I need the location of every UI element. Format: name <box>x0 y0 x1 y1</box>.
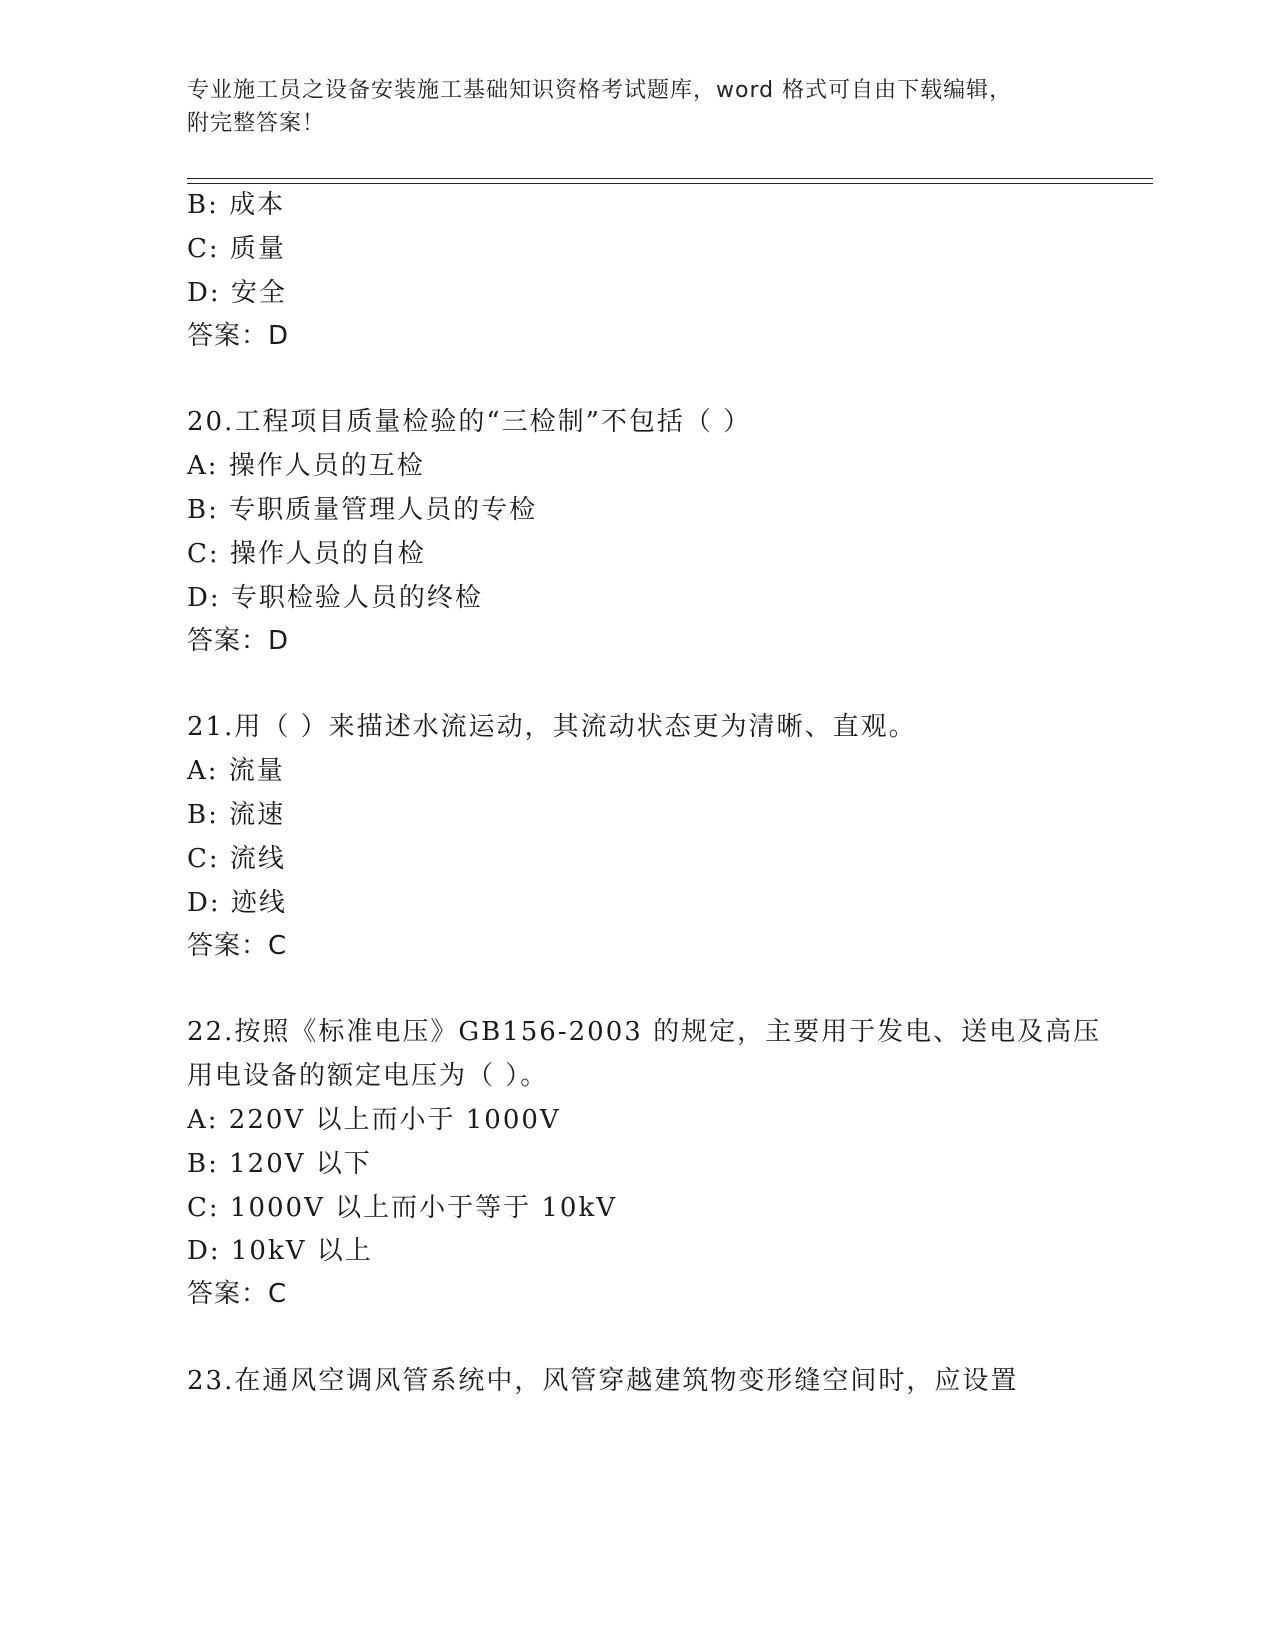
q20-option-c: C: 操作人员的自检 <box>187 539 426 569</box>
q23-stem: 23.在通风空调风管系统中，风管穿越建筑物变形缝空间时，应设置 <box>187 1366 1019 1396</box>
q20-answer: 答案：D <box>187 626 290 656</box>
header-line-1: 专业施工员之设备安装施工基础知识资格考试题库，word 格式可自由下载编辑， <box>187 78 1013 103</box>
q22-option-c: C: 1000V 以上而小于等于 10kV <box>187 1193 618 1223</box>
prev-option-d: D: 安全 <box>187 278 287 308</box>
q21-option-d: D: 迹线 <box>187 888 287 918</box>
q21-option-b: B: 流速 <box>187 800 286 830</box>
q22-answer: 答案：C <box>187 1279 288 1309</box>
q22-option-a: A: 220V 以上而小于 1000V <box>187 1105 561 1135</box>
q20-option-d: D: 专职检验人员的终检 <box>187 583 483 613</box>
q22-option-b: B: 120V 以下 <box>187 1149 372 1179</box>
header-rule-top <box>187 178 1153 179</box>
page-header <box>187 74 1067 140</box>
q21-option-c: C: 流线 <box>187 844 286 874</box>
q21-answer: 答案：C <box>187 931 288 961</box>
q20-option-a: A: 操作人员的互检 <box>187 451 425 481</box>
q21-option-a: A: 流量 <box>187 756 285 786</box>
q22-stem-line-1: 22.按照《标准电压》GB156-2003 的规定，主要用于发电、送电及高压 <box>187 1017 1102 1047</box>
q20-stem: 20.工程项目质量检验的“三检制”不包括（ ） <box>187 407 752 437</box>
q20-option-b: B: 专职质量管理人员的专检 <box>187 495 538 525</box>
q22-stem-line-2: 用电设备的额定电压为（ ）。 <box>187 1061 549 1091</box>
header-rule-bottom <box>187 183 1153 184</box>
q21-stem: 21.用（ ）来描述水流运动，其流动状态更为清晰、直观。 <box>187 712 917 742</box>
header-line-2: 附完整答案！ <box>187 111 326 136</box>
prev-option-c: C: 质量 <box>187 234 286 264</box>
prev-option-b: B: 成本 <box>187 190 286 220</box>
prev-answer: 答案：D <box>187 321 290 351</box>
q22-option-d: D: 10kV 以上 <box>187 1236 373 1266</box>
